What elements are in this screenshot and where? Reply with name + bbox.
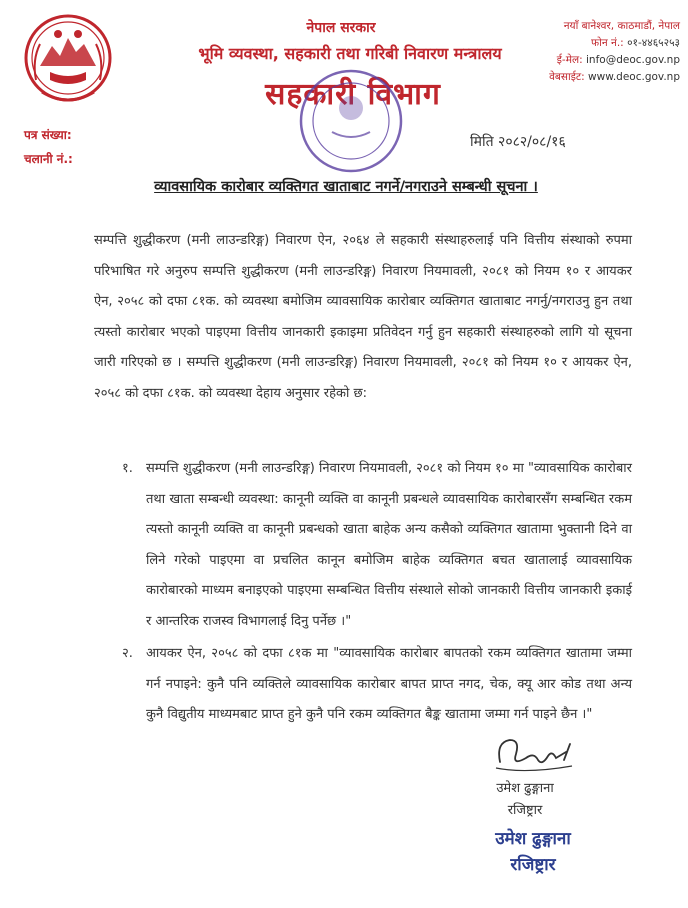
stamp-name: उमेश ढुङ्गाना (495, 829, 571, 849)
item-text: सम्पत्ति शुद्धीकरण (मनी लाउन्डरिङ्ग) निवारण नियमावली, २०८१ को नियम १० मा "व्यावसायिक कारोबार तथा खाता सम्बन्धी व्यवस्था: कानूनी व्यक्ति वा कानूनी प्रबन्धले व्यावसायिक कारोबारसँग सम्बन्धित रकम त्यस्तो कानूनी व्यक्ति वा कानूनी प्रबन्धको खाता बाहेक अन्य कसैको व्यक्तिगत खातामा भुक्तानी दिने वा लिने गरेको पाइएमा वा प्रचलित कानून बमोजिम बाहेक व्यक्तिगत बचत खातालाई व्यावसायिक कारोबारको माध्यम बनाइएको पाइएमा सम्बन्धित वित्तीय संस्थाले सोको जानकारी वित्तीय जानकारी इकाई र आन्तरिक राजस्व विभागलाई दिनु पर्नेछ ।" (146, 461, 632, 629)
stamp-title: रजिष्ट्रार (510, 855, 556, 875)
dispatch-number-label: चलानी नं.: (24, 152, 73, 166)
nepal-emblem-icon (22, 10, 114, 110)
signatory-title: रजिष्ट्रार (507, 803, 543, 818)
phone-number: ०१-४४६५२५३ (627, 37, 680, 49)
letter-date: मिति २०८२/०८/१६ (470, 134, 566, 150)
email-line (540, 52, 680, 69)
handwritten-signature (486, 722, 586, 782)
email-address: info@deoc.gov.np (586, 54, 680, 66)
letter-number-label: पत्र संख्या: (24, 128, 72, 142)
website-url: www.deoc.gov.np (588, 71, 680, 83)
contact-block (540, 18, 680, 86)
body-paragraph: सम्पत्ति शुद्धीकरण (मनी लाउन्डरिङ्ग) निवारण ऐन, २०६४ ले सहकारी संस्थाहरुलाई पनि वित्तीय संस्थाको रुपमा परिभाषित गरे अनुरुप सम्पत्ति शुद्धीकरण (मनी लाउन्डरिङ्ग) निवारण नियमावली, २०८१ को नियम १० र आयकर ऐन, २०५८ को दफा ८१क. को व्यवस्था बमोजिम व्यावसायिक कारोबार व्यक्तिगत खाताबाट नगर्नु/नगराउनु हुन तथा त्यस्तो कारोबार भएको पाइएमा वित्तीय जानकारी इकाइमा प्रतिवेदन गर्नु हुन सहकारी संस्थाहरुको लागि यो सूचना जारी गरिएको छ । सम्पत्ति शुद्धीकरण (मनी लाउन्डरिङ्ग) निवारण नियमावली, २०८१ को नियम १० र आयकर ऐन, २०५८ को दफा ८१क. को व्यवस्था देहाय अनुसार रहेको छ: (94, 233, 632, 401)
ministry-name: भूमि व्यवस्था, सहकारी तथा गरिबी निवारण मन्त्रालय (198, 44, 502, 63)
signatory-name: उमेश ढुङ्गाना (496, 781, 554, 796)
phone-line (540, 35, 680, 52)
provisions-list (122, 454, 632, 731)
item-text: आयकर ऐन, २०५८ को दफा ८१क मा "व्यावसायिक कारोबार बापतको रकम व्यक्तिगत खातामा जम्मा गर्न नपाइने: कुनै पनि व्यक्तिले व्यावसायिक कारोबार बापत प्राप्त नगद, चेक, क्यू आर कोड तथा अन्य कुनै विद्युतीय माध्यमबाट प्राप्त हुने कुनै पनि रकम व्यक्तिगत बैङ्क खातामा जम्मा गर्न पाइने छैन ।" (146, 646, 632, 722)
email-label: ई-मेल: (556, 54, 583, 66)
government-name: नेपाल सरकार (306, 20, 376, 36)
website-line (540, 69, 680, 86)
address: नयाँ बानेश्वर, काठमाडौं, नेपाल (563, 20, 680, 32)
list-item (122, 639, 632, 731)
item-number: १. (122, 461, 133, 476)
department-name: सहकारी विभाग (265, 77, 441, 112)
list-item (122, 454, 632, 637)
office-seal-icon (292, 62, 410, 180)
phone-label: फोन नं.: (591, 37, 624, 49)
website-label: वेबसाईट: (549, 71, 585, 83)
notice-subject: व्यावसायिक कारोबार व्यक्तिगत खाताबाट नगर्ने/नगराउने सम्बन्धी सूचना । (154, 179, 538, 195)
item-number: २. (122, 646, 133, 661)
